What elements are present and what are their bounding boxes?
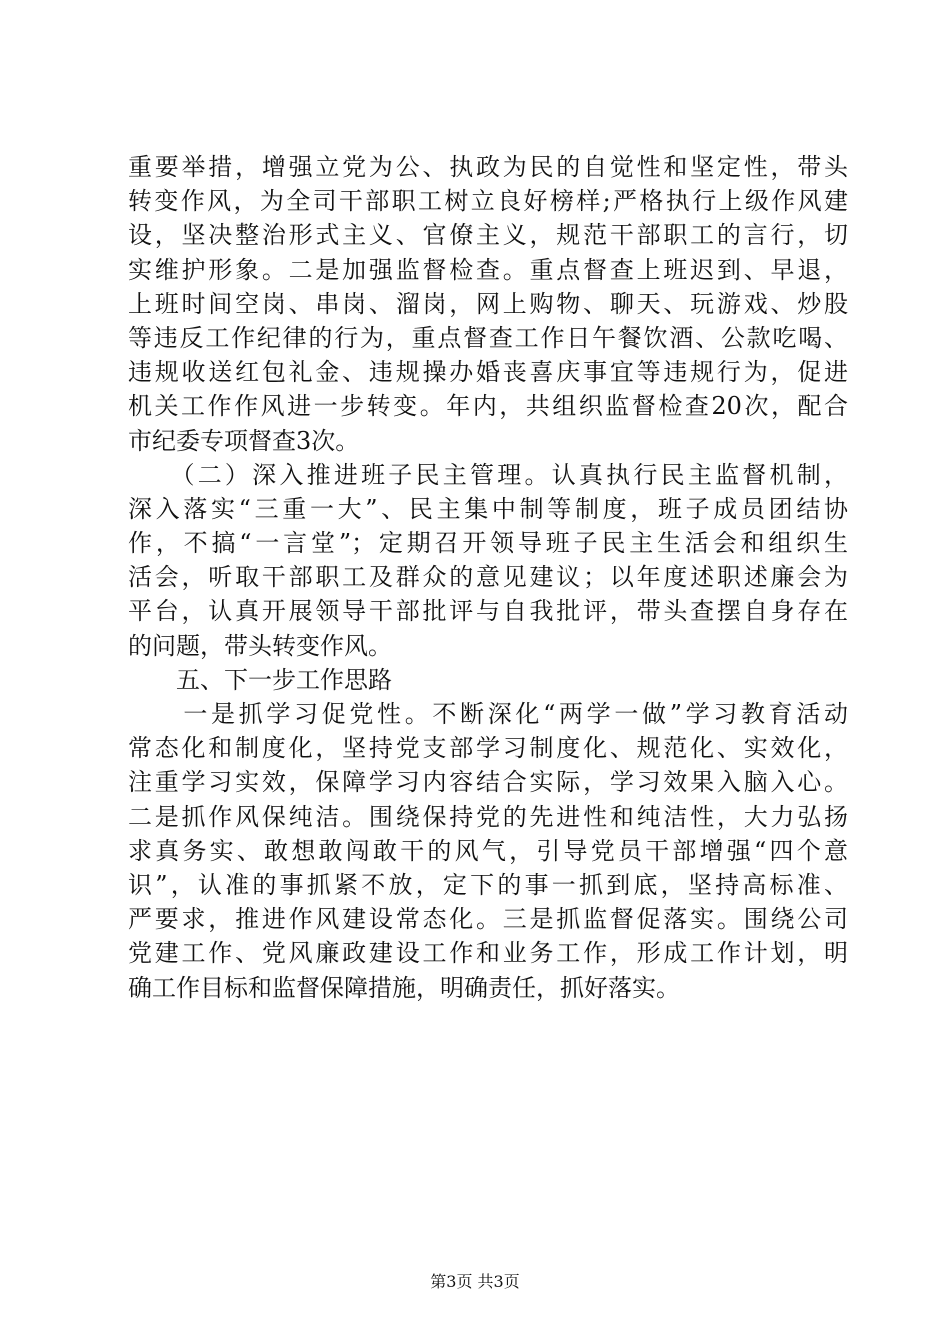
text-line: 机关工作作风进一步转变。年内，共组织监督检查20次，配合: [128, 392, 848, 421]
text-line: 市纪委专项督查3次。: [128, 426, 360, 455]
text-line: 等违反工作纪律的行为，重点督查工作日午餐饮酒、公款吃喝、: [128, 323, 848, 352]
text-line: 作，不搞“一言堂”；定期召开领导班子民主生活会和组织生: [128, 529, 848, 558]
text-line: 违规收送红包礼金、违规操办婚丧喜庆事宜等违规行为，促进: [128, 358, 848, 387]
section-heading: 五、下一步工作思路: [128, 665, 392, 694]
text-line: 求真务实、敢想敢闯敢干的风气，引导党员干部增强“四个意: [128, 836, 848, 865]
text-line: 常态化和制度化，坚持党支部学习制度化、规范化、实效化，: [128, 734, 848, 763]
text-line: 设，坚决整治形式主义、官僚主义，规范干部职工的言行，切: [128, 221, 848, 250]
text-line: 识”，认准的事抓紧不放，定下的事一抓到底，坚持高标准、: [128, 870, 848, 899]
text-line: （二）深入推进班子民主管理。认真执行民主监督机制，: [128, 460, 848, 489]
text-line: 的问题，带头转变作风。: [128, 631, 392, 660]
text-line: 严要求，推进作风建设常态化。三是抓监督促落实。围绕公司: [128, 905, 848, 934]
text-line: 一是抓学习促党性。不断深化“两学一做”学习教育活动: [128, 700, 848, 728]
page-number-footer: 第3页 共3页: [430, 1272, 520, 1291]
text-line: 上班时间空岗、串岗、溜岗，网上购物、聊天、玩游戏、炒股: [128, 289, 848, 318]
text-line: 深入落实“三重一大”、民主集中制等制度，班子成员团结协: [128, 494, 848, 523]
text-line: 实维护形象。二是加强监督检查。重点督查上班迟到、早退，: [128, 255, 848, 284]
text-line: 转变作风，为全司干部职工树立良好榜样;严格执行上级作风建: [128, 187, 848, 216]
text-line: 活会，听取干部职工及群众的意见建议；以年度述职述廉会为: [128, 563, 848, 592]
document-body: [128, 150, 848, 1005]
text-line: 平台，认真开展领导干部批评与自我批评，带头查摆自身存在: [128, 597, 848, 626]
text-line: 确工作目标和监督保障措施，明确责任，抓好落实。: [128, 973, 680, 1002]
text-line: 重要举措，增强立党为公、执政为民的自觉性和坚定性，带头: [128, 153, 848, 181]
text-line: 注重学习实效，保障学习内容结合实际，学习效果入脑入心。: [128, 768, 848, 797]
text-line: 二是抓作风保纯洁。围绕保持党的先进性和纯洁性，大力弘扬: [128, 802, 848, 831]
text-line: 党建工作、党风廉政建设工作和业务工作，形成工作计划，明: [128, 939, 848, 968]
